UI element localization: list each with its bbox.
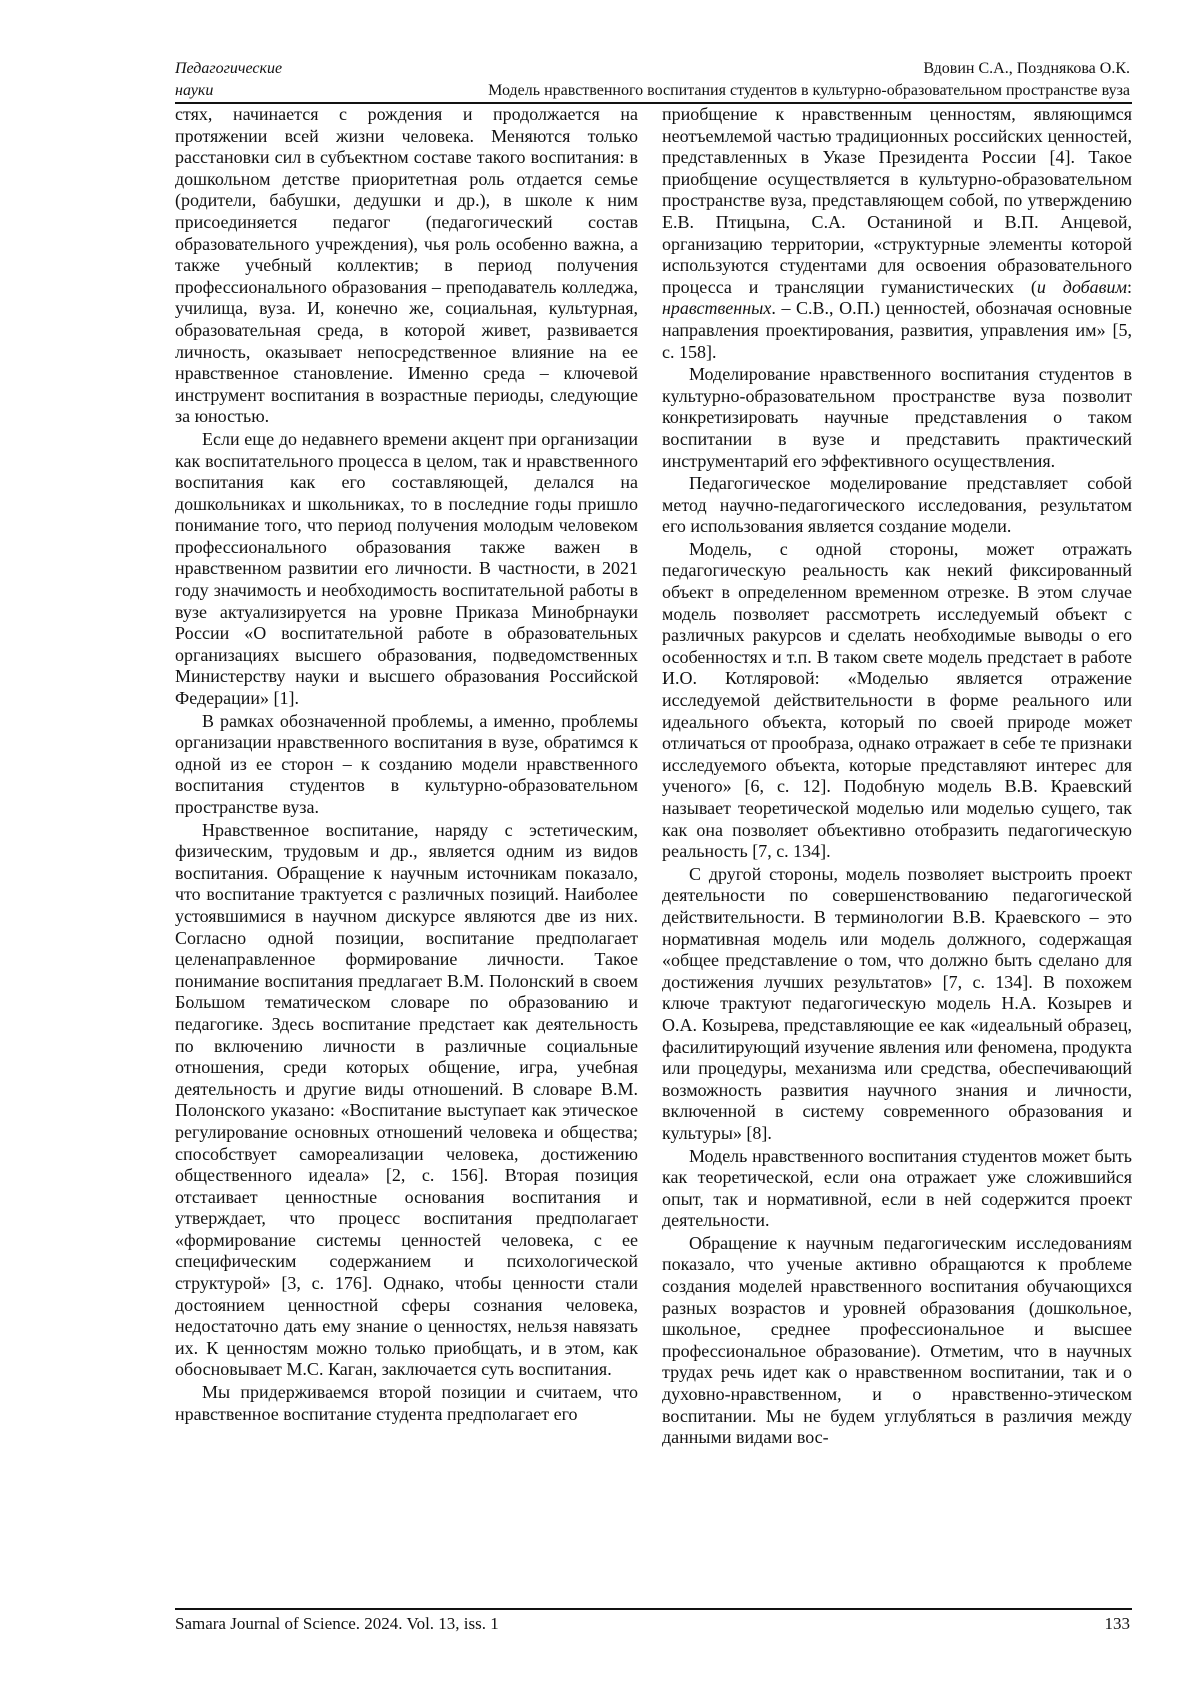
paragraph: Моделирование нравственного воспитания студентов в культурно-образовательном пространстве вуза позволит конкретизировать научные представления о таком воспитании в вузе и представить практический инструментарий его эффективного осуществления.: [662, 364, 1132, 472]
paragraph: Модель нравственного воспитания студентов может быть как теоретической, если она отражает уже сложившийся опыт, так и нормативной, если в ней содержится проект деятельности.: [662, 1146, 1132, 1232]
paragraph: Мы придерживаемся второй позиции и считаем, что нравственное воспитание студента предполагает его: [175, 1382, 638, 1425]
section-line-2: науки: [175, 80, 282, 102]
left-column: [175, 104, 638, 1426]
running-header-article: [488, 58, 1130, 102]
header-authors: Вдовин С.А., Позднякова О.К.: [488, 58, 1130, 80]
footer-rule: [175, 1608, 1132, 1610]
paragraph: Если еще до недавнего времени акцент при организации как воспитательного процесса в целом, так и нравственного воспитания как его составляющей, делался на дошкольниках и школьниках, то в последние годы пришло понимание того, что период получения молодым человеком профессионального образования также важен в нравственном развитии его личности. В частности, в 2021 году значимость и необходимость воспитательной работы в вузе актуализируется на уровне Приказа Минобрнауки России «О воспитательной работе в образовательных организациях высшего образования, подведомственных Министерству науки и высшего образования Российской Федерации» [1].: [175, 429, 638, 710]
right-column: [662, 104, 1132, 1450]
paragraph: С другой стороны, модель позволяет выстроить проект деятельности по совершенствованию педагогической действительности. В терминологии В.В. Краевского – это нормативная модель или модель должного, содержащая «общее представление о том, что должно быть сделано для достижения лучших результатов» [7, с. 134]. В похожем ключе трактуют педагогическую модель Н.А. Козырев и О.А. Козырева, представляющие ее как «идеальный образец, фасилитирующий изучение явления или феномена, продукта или процедуры, механизма или средства, обеспечивающий возможность развития научного знания и личности, включенной в систему современного образования и культуры» [8].: [662, 864, 1132, 1145]
text-run: приобщение к нравственным ценностям, являющимся неотъемлемой частью традиционных российских ценностей, представленных в Указе Президента России [4]. Такое приобщение осуществляется в культурно-образовательном пространстве вуза, представляющем собой, по утверждению Е.В. Птицына, С.А. Останиной и В.П. Анцевой, организацию территории, «структурные элементы которой используются студентами для освоения образовательного процесса и трансляции гуманистических (: [662, 104, 1132, 297]
section-line-1: Педагогические: [175, 58, 282, 80]
text-run: :: [1127, 277, 1132, 297]
paragraph: Обращение к научным педагогическим исследованиям показало, что ученые активно обращаются к проблеме создания моделей нравственного воспитания обучающихся разных возрастов и уровней образования (дошкольное, школьное, среднее профессиональное и высшее профессиональное образование). Отметим, что в научных трудах речь идет как о нравственном воспитании, так и о духовно-нравственном, и о нравственно-этическом воспитании. Мы не будем углубляться в различия между данными видами вос-: [662, 1233, 1132, 1449]
text-run: . – С.В., О.П.) ценностей, обозначая основные направления проектирования, развития, управления им» [5, с. 158].: [662, 298, 1132, 361]
footer-journal: Samara Journal of Science. 2024. Vol. 13, iss. 1: [175, 1614, 499, 1634]
paragraph: [662, 104, 1132, 363]
page-number: 133: [1105, 1614, 1131, 1634]
paragraph: В рамках обозначенной проблемы, а именно, проблемы организации нравственного воспитания в вузе, обратимся к одной из ее сторон – к созданию модели нравственного воспитания студентов в культурно-образовательном пространстве вуза.: [175, 711, 638, 819]
running-header-section: [175, 58, 282, 102]
paragraph: Модель, с одной стороны, может отражать педагогическую реальность как некий фиксированный объект в определенном временном отрезке. В этом случае модель позволяет рассмотреть исследуемый объект с различных ракурсов и сделать необходимые выводы о его особенностях и т.п. В таком свете модель предстает в работе И.О. Котляровой: «Моделью является отражение исследуемой действительности в форме реального или идеального объекта, который по своей природе может отличаться от прообраза, однако отражает в себе те признаки исследуемого объекта, которые представляют интерес для ученого» [6, с. 12]. Подобную модель В.В. Краевский называет теоретической моделью или моделью сущего, так как она позволяет объективно отобразить педагогическую реальность [7, с. 134].: [662, 539, 1132, 863]
paragraph: стях, начинается с рождения и продолжается на протяжении всей жизни человека. Меняются только расстановки сил в субъектном составе такого воспитания: в дошкольном детстве приоритетная роль отдается семье (родители, бабушки, дедушки и др.), в школе к ним присоединяется педагог (педагогический состав образовательного учреждения), чья роль особенно важна, а также учебный коллектив; в период получения профессионального образования – преподаватель колледжа, училища, вуза. И, конечно же, социальная, культурная, образовательная среда, в которой живет, развивается личность, оказывает непосредственное влияние на ее нравственное становление. Именно среда – ключевой инструмент воспитания в возрастные периоды, следующие за юностью.: [175, 104, 638, 428]
header-article-title: Модель нравственного воспитания студентов в культурно-образовательном пространстве вуза: [488, 80, 1130, 102]
paragraph: Нравственное воспитание, наряду с эстетическим, физическим, трудовым и др., является одним из видов воспитания. Обращение к научным источникам показало, что воспитание трактуется с различных позиций. Наиболее устоявшимися в научном дискурсе являются две из них. Согласно одной позиции, воспитание предполагает целенаправленное формирование личности. Такое понимание воспитания предлагает В.М. Полонский в своем Большом тематическом словаре по образованию и педагогике. Здесь воспитание предстает как деятельность по включению личности в различные социальные отношения, среди которых общение, игра, учебная деятельность и другие виды отношений. В словаре В.М. Полонского указано: «Воспитание выступает как этическое регулирование основных отношений человека и общества; способствует самореализации человека, достижению общественного идеала» [2, с. 156]. Вторая позиция отстаивает ценностные основания воспитания и утверждает, что процесс воспитания предполагает «формирование системы ценностей человека, с ее специфическим содержанием и психологической структурой» [3, с. 176]. Однако, чтобы ценности стали достоянием ценностной сферы сознания человека, недостаточно дать ему знание о ценностях, нельзя навязать их. К ценностям можно только приобщать, и в этом, как обосновывает М.С. Каган, заключается суть воспитания.: [175, 820, 638, 1381]
paragraph: Педагогическое моделирование представляет собой метод научно-педагогического исследования, результатом его использования является создание модели.: [662, 473, 1132, 538]
italic-text: и добавим: [1037, 277, 1127, 297]
italic-text: нравственных: [662, 298, 771, 318]
